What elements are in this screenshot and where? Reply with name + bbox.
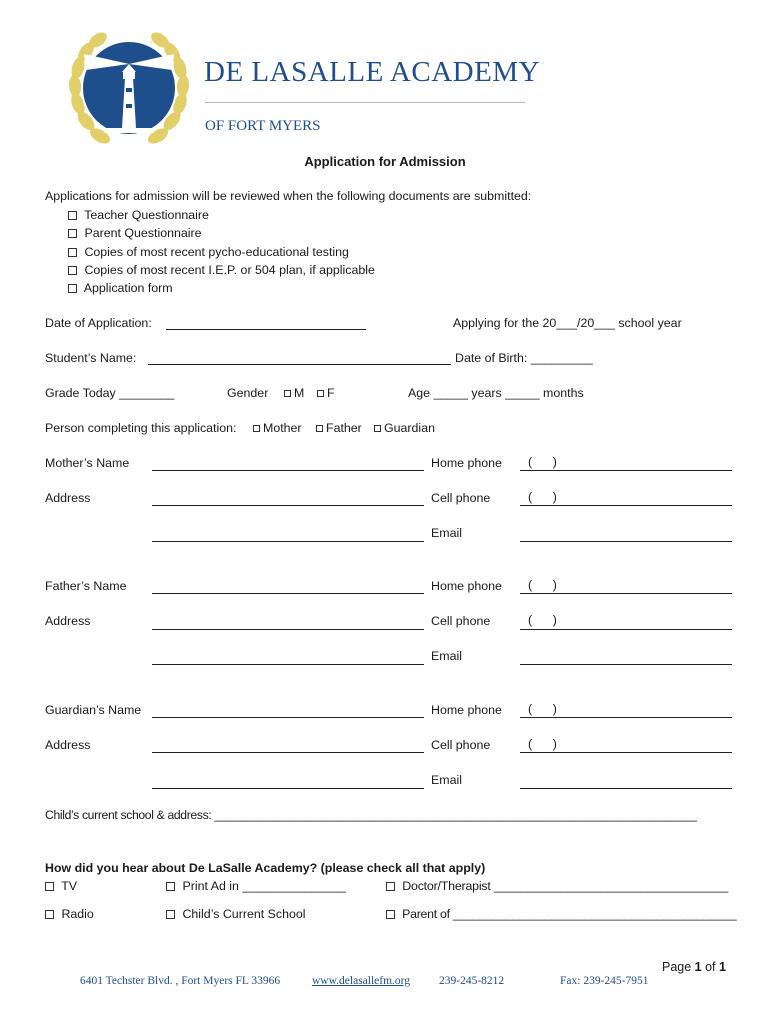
person-father-option[interactable]: Father: [316, 421, 362, 435]
mothers-name-label: Mother’s Name: [45, 456, 130, 470]
checkbox-icon[interactable]: [45, 910, 54, 919]
footer-fax: Fax: 239-245-7951: [560, 975, 649, 987]
mother-cell-phone-field[interactable]: [520, 505, 732, 506]
hear-option-doctor[interactable]: Doctor/Therapist ___________________________________: [386, 879, 728, 893]
checkbox-icon[interactable]: [68, 248, 77, 257]
mother-home-phone-field[interactable]: [520, 470, 732, 471]
document-item[interactable]: Teacher Questionnaire: [68, 208, 209, 222]
gender-f-option[interactable]: F: [317, 386, 335, 400]
gender-label: Gender: [227, 386, 269, 400]
checkbox-icon[interactable]: [386, 882, 395, 891]
guardian-email-field[interactable]: [520, 788, 732, 789]
guardian-home-phone-label: Home phone: [431, 703, 502, 717]
footer-website-link[interactable]: www.delasallefm.org: [312, 975, 411, 987]
father-address-field[interactable]: [152, 629, 424, 630]
checkbox-icon[interactable]: [316, 425, 323, 432]
hear-option-radio[interactable]: Radio: [45, 907, 94, 921]
guardian-address-line-2[interactable]: [152, 788, 424, 789]
document-item[interactable]: Parent Questionnaire: [68, 226, 202, 240]
hear-option-current-school[interactable]: Child’s Current School: [166, 907, 306, 921]
person-completing-label: Person completing this application:: [45, 421, 237, 435]
document-item[interactable]: Application form: [68, 281, 173, 295]
fathers-name-field[interactable]: [152, 593, 424, 594]
father-cell-phone-field[interactable]: [520, 629, 732, 630]
checkbox-icon[interactable]: [166, 882, 175, 891]
checkbox-icon[interactable]: [374, 425, 381, 432]
students-name-label: Student’s Name:: [45, 351, 137, 365]
guardian-cell-phone-label: Cell phone: [431, 738, 491, 752]
document-item[interactable]: Copies of most recent I.E.P. or 504 plan, if applicable: [68, 263, 375, 277]
person-mother-option[interactable]: Mother: [253, 421, 302, 435]
mother-home-phone-label: Home phone: [431, 456, 502, 470]
date-of-application-label: Date of Application:: [45, 316, 152, 330]
footer-phone: 239-245-8212: [439, 975, 505, 987]
hear-option-print-ad[interactable]: Print Ad in _______________: [166, 879, 346, 893]
father-cell-phone-paren: ( ): [528, 613, 557, 627]
grade-today-label: Grade Today ________: [45, 386, 175, 400]
school-subtitle: OF FORT MYERS: [205, 118, 321, 134]
father-home-phone-field[interactable]: [520, 593, 732, 594]
hear-option-tv[interactable]: TV: [45, 879, 77, 893]
mother-address-field[interactable]: [152, 505, 424, 506]
checkbox-icon[interactable]: [284, 390, 291, 397]
date-of-application-field[interactable]: [166, 329, 366, 330]
footer-address: 6401 Techster Blvd. , Fort Myers FL 33966: [80, 975, 281, 987]
gender-m-option[interactable]: M: [284, 386, 304, 400]
hear-option-parent-of[interactable]: Parent of ___________________________________________: [386, 907, 736, 921]
father-address-label: Address: [45, 614, 91, 628]
guardian-address-label: Address: [45, 738, 91, 752]
guardian-address-field[interactable]: [152, 752, 424, 753]
guardian-email-label: Email: [431, 773, 462, 787]
header-divider: [205, 102, 525, 103]
father-cell-phone-label: Cell phone: [431, 614, 491, 628]
guardians-name-label: Guardian’s Name: [45, 703, 142, 717]
checkbox-icon[interactable]: [68, 266, 77, 275]
father-email-label: Email: [431, 649, 462, 663]
school-logo: [64, 24, 194, 154]
checkbox-icon[interactable]: [166, 910, 175, 919]
date-of-birth-label: Date of Birth: _________: [455, 351, 593, 365]
fathers-name-label: Father’s Name: [45, 579, 127, 593]
intro-text: Applications for admission will be reviewed when the following documents are submitted:: [45, 189, 532, 203]
mother-cell-phone-label: Cell phone: [431, 491, 491, 505]
mother-email-field[interactable]: [520, 541, 732, 542]
father-email-field[interactable]: [520, 664, 732, 665]
mothers-name-field[interactable]: [152, 470, 424, 471]
father-address-line-2[interactable]: [152, 664, 424, 665]
applying-for-label: Applying for the 20___/20___ school year: [453, 316, 682, 330]
age-label: Age _____ years _____ months: [408, 386, 584, 400]
page-number: Page 1 of 1: [662, 960, 726, 974]
mother-home-phone-paren: ( ): [528, 455, 557, 469]
guardian-home-phone-paren: ( ): [528, 702, 557, 716]
person-guardian-option[interactable]: Guardian: [374, 421, 435, 435]
guardian-home-phone-field[interactable]: [520, 717, 732, 718]
checkbox-icon[interactable]: [317, 390, 324, 397]
father-home-phone-paren: ( ): [528, 578, 557, 592]
students-name-field[interactable]: [148, 364, 451, 365]
guardian-cell-phone-paren: ( ): [528, 737, 557, 751]
mother-address-line-2[interactable]: [152, 541, 424, 542]
mother-email-label: Email: [431, 526, 462, 540]
guardian-cell-phone-field[interactable]: [520, 752, 732, 753]
checkbox-icon[interactable]: [68, 229, 77, 238]
childs-current-school-field[interactable]: Child’s current school & address: ___________________________________________________________________________: [45, 808, 697, 822]
mother-address-label: Address: [45, 491, 91, 505]
mother-cell-phone-paren: ( ): [528, 490, 557, 504]
school-name: DE LASALLE ACADEMY: [204, 56, 541, 88]
checkbox-icon[interactable]: [45, 882, 54, 891]
hear-about-question: How did you hear about De LaSalle Academy? (please check all that apply): [45, 861, 486, 875]
checkbox-icon[interactable]: [386, 910, 395, 919]
checkbox-icon[interactable]: [253, 425, 260, 432]
father-home-phone-label: Home phone: [431, 579, 502, 593]
form-title: Application for Admission: [304, 154, 466, 169]
guardians-name-field[interactable]: [152, 717, 424, 718]
checkbox-icon[interactable]: [68, 284, 77, 293]
document-item[interactable]: Copies of most recent pycho-educational testing: [68, 245, 349, 259]
checkbox-icon[interactable]: [68, 211, 77, 220]
